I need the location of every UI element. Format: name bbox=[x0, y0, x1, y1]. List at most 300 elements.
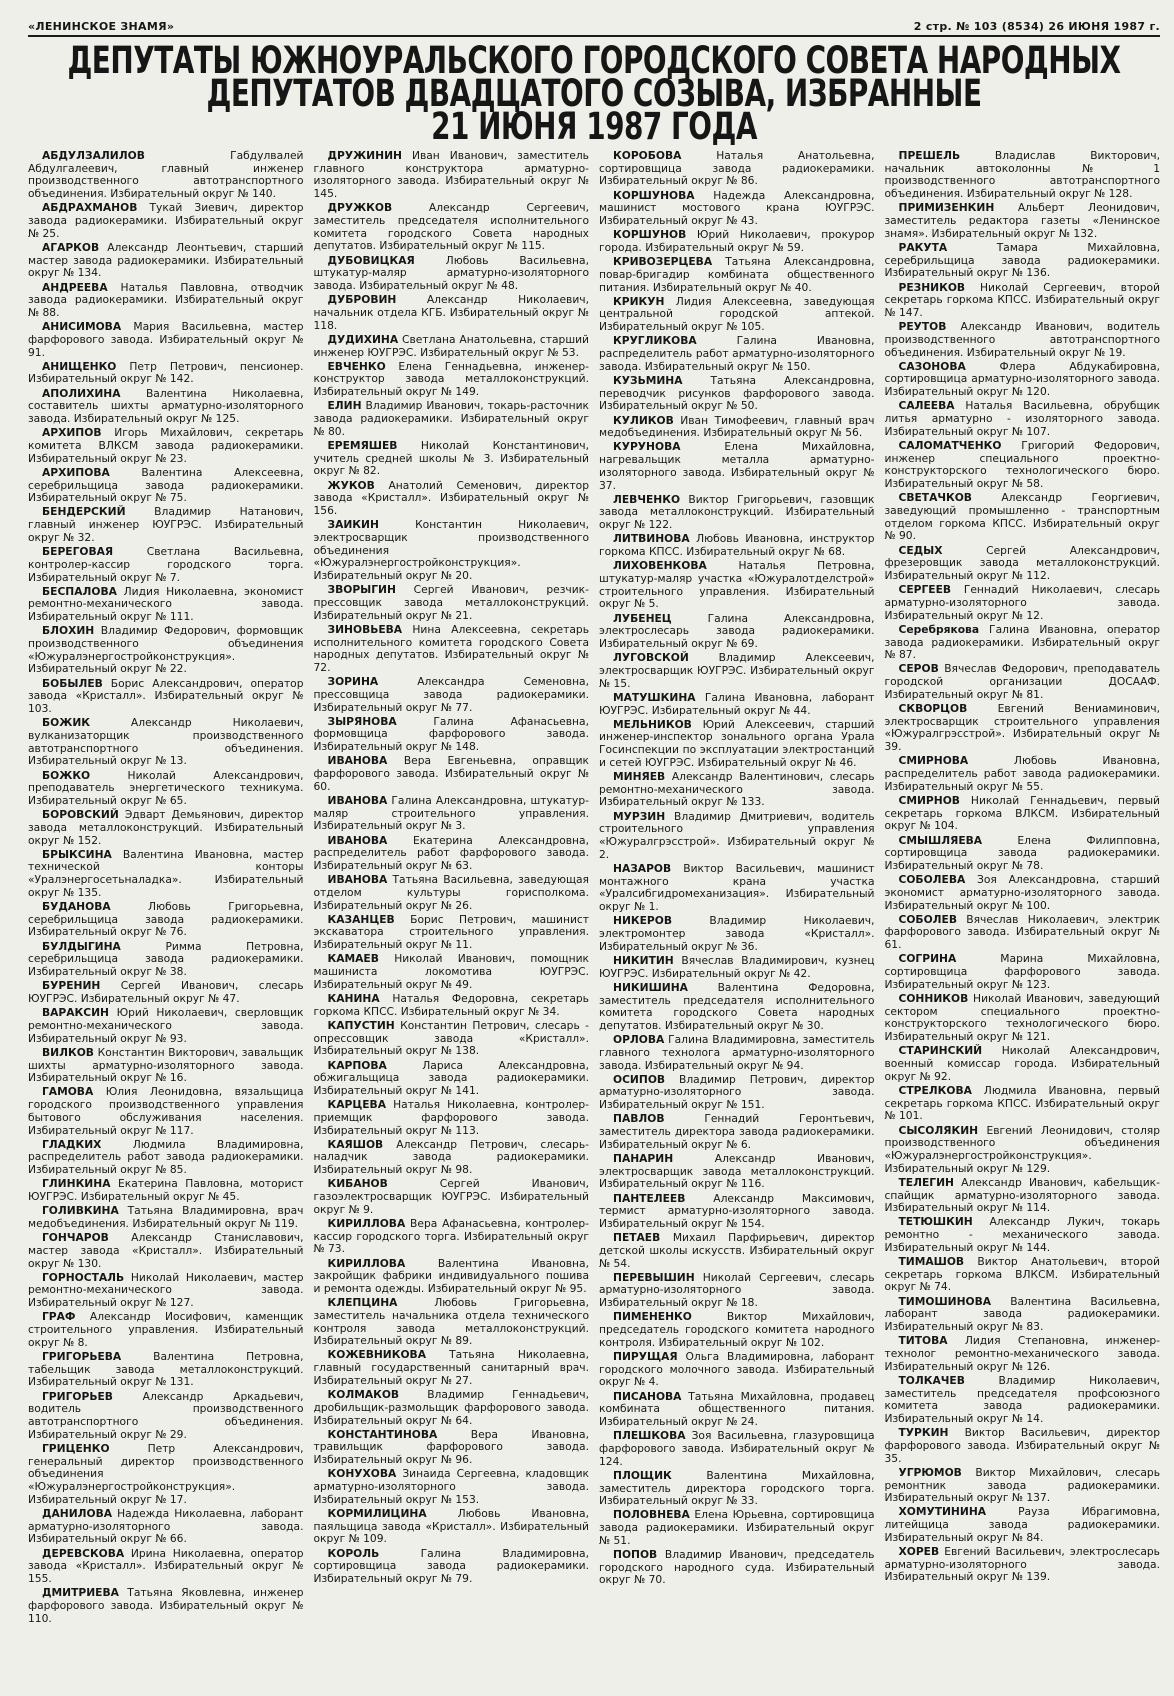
deputy-entry bbox=[885, 1256, 1161, 1294]
deputy-name: ИВАНОВА bbox=[327, 754, 388, 768]
deputy-name: КАРЦЕВА bbox=[327, 1098, 386, 1112]
deputy-entry bbox=[599, 1113, 875, 1151]
deputy-details: Константин Викторович, завальщик шихты арматурно-изоляторного завода. Избирательный округ № 16. bbox=[28, 1045, 304, 1085]
deputy-details: Елена Филипповна, сортировщица завода радиокерамики. Избирательный округ № 78. bbox=[884, 833, 1160, 872]
deputy-entry bbox=[28, 941, 304, 979]
deputy-details: Татьяна Васильевна, заведующая отделом культуры горисполкома. Избирательный округ № 26. bbox=[313, 873, 589, 912]
deputy-entry bbox=[28, 1178, 304, 1203]
deputy-entry bbox=[314, 795, 590, 833]
deputy-details: Александр Иванович, электросварщик завода металлоконструкций. Избирательный округ № 116. bbox=[599, 1151, 875, 1191]
deputy-details: Татьяна Николаевна, главный государственный санитарный врач. Избирательный округ № 27. bbox=[313, 1348, 589, 1387]
deputy-entry bbox=[28, 770, 304, 808]
deputy-entry bbox=[599, 1430, 875, 1468]
deputy-name: ОРЛОВА bbox=[613, 1033, 665, 1047]
deputy-details: Александр Валентинович, слесарь ремонтно-механического завода. Избирательный округ № 133. bbox=[599, 770, 875, 809]
deputy-name: МАТУШКИНА bbox=[613, 690, 696, 704]
deputy-details: Вера Афанасьевна, контролер-кассир городского торга. Избирательный округ № 73. bbox=[313, 1216, 589, 1256]
deputy-entry bbox=[885, 703, 1161, 754]
deputy-entry bbox=[885, 1125, 1161, 1176]
deputy-details: Галина Александровна, электрослесарь завода радиокерамики. Избирательный округ № 69. bbox=[599, 611, 875, 651]
deputy-name: ДУБРОВИН bbox=[327, 293, 397, 307]
deputy-entry bbox=[314, 1178, 590, 1216]
deputy-entry bbox=[28, 1205, 304, 1230]
deputy-entry bbox=[314, 519, 590, 583]
deputy-name: ГЛАДКИХ bbox=[42, 1137, 102, 1151]
deputy-details: Тамара Михайловна, серебрильщица завода радиокерамики. Избирательный округ № 136. bbox=[884, 240, 1160, 280]
deputy-entry bbox=[28, 361, 304, 386]
deputy-name: ГОРНОСТАЛЬ bbox=[42, 1270, 125, 1284]
deputy-name: СМИРНОВ bbox=[898, 793, 960, 807]
deputy-details: Александр Иванович, водитель производственного автотранспортного объединения. Избирательный округ № 19. bbox=[884, 320, 1160, 359]
deputy-entry bbox=[599, 982, 875, 1033]
deputy-entry bbox=[314, 440, 590, 478]
deputy-name: АГАРКОВ bbox=[42, 240, 100, 254]
deputy-entry bbox=[885, 835, 1161, 873]
deputy-details: Виктор Васильевич, машинист монтажного крана участка «Уралсибгидромеханизация». Избирательный округ № 1. bbox=[599, 861, 875, 914]
deputy-name: ВИЛКОВ bbox=[42, 1045, 94, 1059]
deputy-name: ПОЛОВНЕВА bbox=[613, 1508, 690, 1522]
deputy-entry bbox=[314, 755, 590, 793]
deputy-details: Зинаида Сергеевна, кладовщик арматурно-изоляторного завода. Избирательный округ № 153. bbox=[313, 1467, 589, 1506]
deputy-details: Борис Петрович, машинист экскаватора строительного управления. Избирательный округ № 11. bbox=[313, 912, 589, 952]
deputy-entry bbox=[28, 625, 304, 676]
deputy-details: Николай Николаевич, мастер ремонтно-механического завода. Избирательный округ № 127. bbox=[28, 1270, 304, 1310]
deputy-entry bbox=[314, 1258, 590, 1296]
deputy-entry bbox=[599, 719, 875, 770]
deputy-details: Петр Петрович, пенсионер. Избирательный округ № 142. bbox=[28, 359, 304, 386]
deputy-details: Борис Александрович, оператор завода «Кристалл». Избирательный округ № 103. bbox=[28, 676, 304, 716]
deputy-entry bbox=[599, 1034, 875, 1072]
deputy-name: АНИСИМОВА bbox=[42, 320, 122, 334]
deputy-details: Зоя Александровна, старший экономист арматурно-изоляторного завода. Избирательный округ № 100. bbox=[884, 873, 1160, 912]
deputy-details: Александр Станиславович, мастер завода «Кристалл». Избирательный округ № 130. bbox=[28, 1231, 304, 1270]
deputy-entry bbox=[599, 560, 875, 611]
deputy-details: Иван Тимофеевич, главный врач медобъединения. Избирательный округ № 56. bbox=[599, 413, 875, 440]
deputy-entry bbox=[599, 1232, 875, 1270]
deputy-name: БУЛДЫГИНА bbox=[42, 939, 121, 953]
deputy-name: КИРИЛЛОВА bbox=[327, 1216, 406, 1230]
deputy-name: ПЕТАЕВ bbox=[613, 1231, 661, 1245]
deputy-name: АРХИПОВ bbox=[42, 426, 102, 440]
deputy-name: НИКЕРОВ bbox=[613, 914, 672, 928]
deputy-name: КОЖЕВНИКОВА bbox=[327, 1348, 426, 1362]
deputy-details: Светлана Васильевна, контролер-кассир городского торга. Избирательный округ № 7. bbox=[28, 545, 304, 584]
deputy-entry bbox=[599, 415, 875, 440]
deputy-details: Анатолий Семенович, директор завода «Кристалл». Избирательный округ № 156. bbox=[313, 478, 589, 517]
column-3 bbox=[599, 150, 875, 1673]
deputy-details: Геннадий Николаевич, слесарь арматурно-изоляторного завода. Избирательный округ № 12. bbox=[884, 583, 1160, 622]
deputy-entry bbox=[28, 427, 304, 465]
deputy-name: СКВОРЦОВ bbox=[898, 702, 968, 716]
deputy-details: Константин Петрович, слесарь - опрессовщик завода «Кристалл». Избирательный округ № 138. bbox=[313, 1018, 589, 1058]
deputy-entry bbox=[599, 533, 875, 558]
deputy-details: Александр Максимович, термист арматурно-изоляторного завода. Избирательный округ № 154. bbox=[599, 1191, 875, 1230]
deputy-details: Любовь Ивановна, инструктор горкома КПСС. Избирательный округ № 68. bbox=[599, 532, 875, 559]
deputy-entry bbox=[28, 586, 304, 624]
deputy-details: Петр Александрович, генеральный директор производственного объединения «Южуралэнергостройконструкция». Избирательный округ № 17. bbox=[28, 1441, 304, 1506]
deputy-details: Виктор Михайлович, председатель городского комитета народного контроля. Избирательный округ № 102. bbox=[599, 1310, 875, 1349]
deputy-entry bbox=[314, 1020, 590, 1058]
deputy-name: БОРОВСКИЙ bbox=[42, 808, 119, 822]
deputy-entry bbox=[28, 901, 304, 939]
deputy-details: Евгений Леонидович, столяр производственного объединения «Южуралэнергостройконструкция». Избирательный округ № 129. bbox=[884, 1123, 1160, 1175]
deputy-entry bbox=[885, 545, 1161, 583]
deputy-name: ХОМУТИНИНА bbox=[898, 1505, 987, 1519]
deputy-name: ТУРКИН bbox=[898, 1426, 949, 1440]
deputy-name: СОБОЛЕВА bbox=[898, 873, 966, 887]
deputy-name: КОНУХОВА bbox=[327, 1467, 397, 1481]
deputy-entry bbox=[28, 202, 304, 240]
deputy-name: СЕРГЕЕВ bbox=[898, 583, 952, 597]
deputy-name: ТЕЛЕГИН bbox=[898, 1175, 954, 1189]
deputy-details: Альберт Леонидович, заместитель редактора газеты «Ленинское знамя». Избирательный округ № 132. bbox=[884, 201, 1160, 240]
deputy-entry bbox=[314, 1349, 590, 1387]
deputy-entry bbox=[28, 150, 304, 201]
deputy-entry bbox=[28, 678, 304, 716]
deputy-entry bbox=[599, 613, 875, 651]
deputy-name: ПИРУЩАЯ bbox=[613, 1349, 678, 1363]
deputy-entry bbox=[599, 494, 875, 532]
deputy-name: ПАНАРИН bbox=[613, 1151, 674, 1165]
deputy-entry bbox=[314, 361, 590, 399]
deputy-name: СТРЕЛКОВА bbox=[898, 1083, 972, 1097]
deputy-details: Надежда Александровна, машинист мостового крана ЮУГРЭС. Избирательный округ № 43. bbox=[599, 188, 875, 228]
title-line-3: 21 ИЮНЯ 1987 ГОДА bbox=[431, 105, 757, 149]
deputy-details: Виктор Михайлович, слесарь ремонтник завода радиокерамики. Избирательный округ № 137. bbox=[884, 1465, 1160, 1505]
deputy-entry bbox=[314, 874, 590, 912]
deputy-name: КАПУСТИН bbox=[327, 1018, 395, 1032]
deputy-entry bbox=[885, 1216, 1161, 1254]
deputy-name: АНДРЕЕВА bbox=[42, 280, 108, 294]
deputy-name: ДРУЖКОВ bbox=[327, 201, 393, 215]
deputy-details: Наталья Васильевна, обрубщик литья арматурно - изоляторного завода. Избирательный округ № 107. bbox=[884, 399, 1160, 438]
deputy-name: ТЕТЮШКИН bbox=[898, 1215, 973, 1229]
deputy-details: Александр Аркадьевич, водитель производственного автотранспортного объединения. Избирательный округ № 29. bbox=[28, 1389, 304, 1441]
deputy-name: МУРЗИН bbox=[613, 809, 666, 823]
deputy-name: ГЛИНКИНА bbox=[42, 1177, 111, 1191]
deputy-entry bbox=[314, 584, 590, 622]
deputy-details: Евгений Вениаминович, электросварщик строительного управления «Южуралгрэсстрой». Избирательный округ № 39. bbox=[884, 702, 1160, 754]
deputy-name: ЕВЧЕНКО bbox=[327, 359, 386, 373]
deputy-entry bbox=[314, 202, 590, 253]
deputy-name: БЕСПАЛОВА bbox=[42, 584, 117, 598]
deputy-entry bbox=[885, 874, 1161, 912]
deputy-details: Марина Михайловна, сортировщица фарфорового завода. Избирательный округ № 123. bbox=[884, 952, 1160, 991]
deputy-name: ДУБОВИЦКАЯ bbox=[327, 253, 415, 267]
deputy-details: Александр Георгиевич, заведующий промышленно - транспортным отделом горкома КПСС. Избирательный округ № 90. bbox=[884, 491, 1160, 543]
deputy-details: Екатерина Павловна, моторист ЮУГРЭС. Избирательный округ № 45. bbox=[28, 1177, 304, 1204]
deputy-entry bbox=[885, 755, 1161, 793]
deputy-name: ГРИГОРЬЕВА bbox=[42, 1349, 122, 1363]
deputy-entry bbox=[28, 282, 304, 320]
deputy-entry bbox=[28, 506, 304, 544]
deputy-name: КУРУНОВА bbox=[613, 440, 681, 454]
deputy-entry bbox=[314, 1139, 590, 1177]
deputy-details: Александр Лукич, токарь ремонтно - механического завода. Избирательный округ № 144. bbox=[884, 1215, 1160, 1254]
deputy-details: Николай Александрович, преподаватель энергетического техникума. Избирательный округ № 65. bbox=[28, 768, 304, 807]
deputy-entry bbox=[599, 1509, 875, 1547]
deputy-details: Галина Ивановна, распределитель работ арматурно-изоляторного завода. Избирательный округ № 150. bbox=[599, 334, 875, 373]
deputy-details: Елена Михайловна, нагревальщик металла арматурно-изоляторного завода. Избирательный округ № 37. bbox=[599, 440, 875, 492]
deputy-details: Александр Николаевич, вулканизаторщик производственного автотранспортного объединения. Избирательный округ № 13. bbox=[28, 716, 304, 768]
deputy-name: НИКИТИН bbox=[613, 953, 674, 967]
deputy-name: ПОПОВ bbox=[613, 1548, 658, 1562]
deputy-name: ИВАНОВА bbox=[327, 833, 388, 847]
deputy-name: КАРПОВА bbox=[327, 1058, 387, 1072]
deputy-entry bbox=[885, 361, 1161, 399]
deputy-entry bbox=[885, 1427, 1161, 1465]
deputy-details: Лидия Николаевна, экономист ремонтно-механического завода. Избирательный округ № 111. bbox=[28, 584, 304, 624]
deputy-details: Галина Владимировна, сортировщица завода радиокерамики. Избирательный округ № 79. bbox=[313, 1546, 589, 1585]
deputy-entry bbox=[885, 584, 1161, 622]
deputy-details: Владимир Николаевич, электромонтер завода «Кристалл». Избирательный округ № 36. bbox=[599, 914, 875, 953]
deputy-details: Мария Васильевна, мастер фарфорового завода. Избирательный округ № 91. bbox=[28, 320, 304, 359]
deputy-details: Нина Алексеевна, секретарь исполнительного комитета городского Совета народных депутатов. Избирательный округ № 72. bbox=[313, 622, 589, 674]
deputy-name: УГРЮМОВ bbox=[898, 1465, 962, 1479]
deputy-entry bbox=[599, 1549, 875, 1587]
deputy-details: Галина Ивановна, оператор завода радиокерамики. Избирательный округ № 87. bbox=[884, 622, 1160, 662]
deputy-details: Михаил Парфирьевич, директор детской школы искусств. Избирательный округ № 54. bbox=[599, 1231, 875, 1270]
deputy-entry bbox=[885, 492, 1161, 543]
deputy-details: Валентина Ивановна, мастер технической конторы «Уралэнергосетьналадка». Избирательный округ № 135. bbox=[28, 847, 304, 899]
deputy-name: БУДАНОВА bbox=[42, 900, 111, 914]
deputy-entry bbox=[314, 334, 590, 359]
deputy-name: КРУГЛИКОВА bbox=[613, 334, 697, 348]
deputy-entry bbox=[28, 1508, 304, 1546]
deputy-details: Владимир Иванович, токарь-расточник завода радиокерамики. Избирательный округ № 80. bbox=[313, 399, 589, 438]
deputy-name: ЗВОРЫГИН bbox=[327, 583, 396, 597]
deputy-name: ЗИНОВЬЕВА bbox=[327, 622, 403, 636]
deputy-name: СОГРИНА bbox=[898, 952, 957, 966]
deputy-name: СТАРИНСКИЙ bbox=[898, 1044, 983, 1058]
deputy-entry bbox=[885, 795, 1161, 833]
deputy-name: КОРОБОВА bbox=[613, 150, 682, 162]
deputy-name: КИБАНОВ bbox=[327, 1177, 388, 1191]
deputy-name: КОРОЛЬ bbox=[327, 1546, 380, 1560]
deputy-entry bbox=[28, 1232, 304, 1270]
deputy-entry bbox=[885, 1045, 1161, 1083]
deputy-entry bbox=[28, 546, 304, 584]
deputy-entry bbox=[314, 1389, 590, 1427]
deputy-name: НИКИШИНА bbox=[613, 980, 688, 994]
deputy-entry bbox=[599, 150, 875, 188]
deputy-details: Николай Геннадьевич, первый секретарь горкома ВЛКСМ. Избирательный округ № 104. bbox=[884, 793, 1160, 833]
deputy-entry bbox=[314, 953, 590, 991]
deputy-details: Николай Сергеевич, слесарь арматурно-изоляторного завода. Избирательный округ № 18. bbox=[599, 1270, 875, 1310]
deputy-name: СЕДЫХ bbox=[898, 543, 943, 557]
deputy-name: БЕНДЕРСКИЙ bbox=[42, 505, 126, 519]
deputy-entry bbox=[28, 467, 304, 505]
deputy-details: Елена Юрьевна, сортировщица завода радиокерамики. Избирательный округ № 51. bbox=[599, 1508, 875, 1547]
deputy-details: Наталья Анатольевна, сортировщица завода радиокерамики. Избирательный округ № 86. bbox=[599, 150, 875, 188]
deputy-name: ИВАНОВА bbox=[327, 873, 388, 887]
deputy-entry bbox=[314, 1099, 590, 1137]
deputy-details: Любовь Васильевна, штукатур-маляр арматурно-изоляторного завода. Избирательный округ № 48. bbox=[313, 253, 589, 293]
deputy-details: Игорь Михайлович, секретарь комитета ВЛКСМ завода радиокерамики. Избирательный округ № 23. bbox=[28, 426, 304, 465]
deputy-entry bbox=[885, 150, 1161, 201]
column-2 bbox=[314, 150, 590, 1673]
deputy-name: ГРИЦЕНКО bbox=[42, 1441, 110, 1455]
deputy-entry bbox=[28, 849, 304, 900]
deputy-details: Виктор Григорьевич, газовщик завода металлоконструкций. Избирательный округ № 122. bbox=[599, 492, 875, 532]
deputy-name: АНИЩЕНКО bbox=[42, 359, 117, 373]
deputy-details: Людмила Ивановна, первый секретарь горкома КПСС. Избирательный округ № 101. bbox=[884, 1083, 1160, 1123]
deputy-entry bbox=[599, 190, 875, 228]
deputy-name: ЛИХОВЕНКОВА bbox=[613, 559, 707, 573]
deputy-entry bbox=[599, 915, 875, 953]
deputy-details: Николай Константинович, учитель средней школы № 3. Избирательный округ № 82. bbox=[313, 438, 589, 478]
title-line-1: ДЕПУТАТЫ ЮЖНОУРАЛЬСКОГО ГОРОДСКОГО СОВЕТА НАРОДНЫХ bbox=[67, 39, 1121, 83]
issue-info: 2 стр. № 103 (8534) 26 ИЮНЯ 1987 г. bbox=[913, 20, 1160, 33]
deputy-entry bbox=[885, 321, 1161, 359]
deputy-name: ПРИМИЗЕНКИН bbox=[898, 201, 995, 215]
deputy-entry bbox=[314, 1218, 590, 1256]
deputy-name: ДРУЖИНИН bbox=[327, 150, 402, 162]
deputy-name: СЫСОЛЯКИН bbox=[898, 1123, 979, 1137]
deputy-name: СМЫШЛЯЕВА bbox=[898, 833, 983, 847]
deputy-details: Виктор Васильевич, директор фарфорового завода. Избирательный округ № 35. bbox=[884, 1426, 1160, 1465]
deputy-details: Александр Сергеевич, заместитель председателя исполнительного комитета городского Совета народных депутатов. Избирательный округ № 115. bbox=[313, 201, 589, 253]
deputy-entry bbox=[885, 282, 1161, 320]
deputy-entry bbox=[28, 388, 304, 426]
deputy-name: ТИТОВА bbox=[898, 1334, 948, 1348]
deputy-name: ДАНИЛОВА bbox=[42, 1506, 113, 1520]
deputy-details: Валентина Васильевна, лаборант завода радиокерамики. Избирательный округ № 83. bbox=[884, 1294, 1160, 1334]
deputy-name: САЗОНОВА bbox=[898, 359, 966, 373]
deputy-details: Рауза Ибрагимовна, литейщица завода радиокерамики. Избирательный округ № 84. bbox=[884, 1505, 1160, 1544]
deputy-entry bbox=[28, 1548, 304, 1586]
deputy-entry bbox=[314, 1468, 590, 1506]
deputy-entry bbox=[599, 863, 875, 914]
deputy-entry bbox=[314, 716, 590, 754]
deputy-name: КРИКУН bbox=[613, 294, 665, 308]
deputy-details: Надежда Николаевна, лаборант арматурно-изоляторного завода. Избирательный округ № 66. bbox=[28, 1506, 304, 1546]
deputy-name: Серебрякова bbox=[898, 622, 980, 636]
deputy-name: САЛОМАТЧЕНКО bbox=[898, 438, 1002, 452]
deputy-details: Лидия Алексеевна, заведующая центральной городской аптекой. Избирательный округ № 105. bbox=[599, 294, 875, 334]
deputy-details: Екатерина Александровна, распределитель работ фарфорового завода. Избирательный округ № 63. bbox=[313, 833, 589, 872]
deputy-details: Александр Леонтьевич, старший мастер завода радиокерамики. Избирательный округ № 134. bbox=[28, 240, 304, 280]
deputy-details: Валентина Михайловна, заместитель директора городского торга. Избирательный округ № 33. bbox=[599, 1468, 875, 1508]
deputy-entry bbox=[28, 1311, 304, 1349]
deputy-entry bbox=[599, 1272, 875, 1310]
deputy-entry bbox=[28, 1139, 304, 1177]
deputy-name: АБДУЛЗАЛИЛОВ bbox=[42, 150, 145, 162]
deputy-details: Флера Абдукабировна, сортировщица арматурно-изоляторного завода. Избирательный округ № 120. bbox=[884, 359, 1160, 399]
deputy-details: Юрий Алексеевич, старший инженер-инспектор зонального органа Урала Госинспекции по эксплуатации электростанций и сетей ЮУГРЭС. Избирательный округ № 46. bbox=[599, 717, 875, 769]
deputy-name: АПОЛИХИНА bbox=[42, 386, 121, 400]
deputy-name: ЖУКОВ bbox=[327, 478, 375, 492]
deputy-entry bbox=[599, 375, 875, 413]
deputy-entry bbox=[314, 480, 590, 518]
deputy-name: РЕЗНИКОВ bbox=[898, 280, 966, 294]
deputy-entry bbox=[885, 400, 1161, 438]
deputy-entry bbox=[885, 914, 1161, 952]
deputy-entry bbox=[314, 1297, 590, 1348]
deputy-details: Светлана Анатольевна, старший инженер ЮУГРЭС. Избирательный округ № 53. bbox=[313, 332, 589, 359]
deputy-name: ТИМОШИНОВА bbox=[898, 1294, 992, 1308]
deputy-details: Григорий Федорович, инженер специального проектно-конструкторского технологического бюро. Избирательный округ № 58. bbox=[884, 438, 1160, 491]
deputy-details: Лариса Александровна, обжигальщица завода радиокерамики. Избирательный округ № 141. bbox=[313, 1058, 589, 1097]
deputy-name: ЛЕВЧЕНКО bbox=[613, 492, 681, 506]
deputy-details: Александр Петрович, слесарь-наладчик завода радиокерамики. Избирательный округ № 98. bbox=[313, 1137, 589, 1177]
deputy-name: КАНИНА bbox=[327, 992, 380, 1005]
deputy-entry bbox=[28, 1047, 304, 1085]
deputy-entry bbox=[599, 1311, 875, 1349]
deputy-name: КОЛМАКОВ bbox=[327, 1388, 400, 1402]
deputy-name: ДУДИХИНА bbox=[327, 332, 399, 346]
deputy-details: Владислав Викторович, начальник автоколонны № 1 производственного автотранспортного объединения. Избирательный округ № 128. bbox=[884, 150, 1160, 201]
deputy-name: БОЖКО bbox=[42, 768, 91, 782]
deputy-details: Александр Николаевич, начальник отдела КГБ. Избирательный округ № 118. bbox=[313, 293, 589, 332]
deputy-details: Любовь Григорьевна, серебрильщица завода радиокерамики. Избирательный округ № 76. bbox=[28, 900, 304, 939]
deputy-entry bbox=[599, 256, 875, 294]
deputy-name: КУЛИКОВ bbox=[613, 413, 674, 427]
deputy-entry bbox=[599, 1153, 875, 1191]
deputy-details: Галина Ивановна, лаборант ЮУГРЭС. Избирательный округ № 44. bbox=[599, 690, 875, 717]
deputy-entry bbox=[314, 1060, 590, 1098]
deputy-details: Владимир Алексеевич, электросварщик ЮУГРЭС. Избирательный округ № 15. bbox=[599, 651, 875, 690]
column-1 bbox=[28, 150, 304, 1673]
deputy-details: Римма Петровна, серебрильщица завода радиокерамики. Избирательный округ № 38. bbox=[28, 939, 304, 979]
deputy-entry bbox=[28, 1443, 304, 1507]
deputy-name: КОРШУНОВ bbox=[613, 228, 687, 242]
deputy-name: ОСИПОВ bbox=[613, 1072, 666, 1086]
deputy-name: ЕЛИН bbox=[327, 399, 362, 413]
deputy-name: ПИМЕНЕНКО bbox=[613, 1310, 692, 1324]
deputy-entry bbox=[599, 1391, 875, 1429]
deputy-details: Сергей Иванович, резчик-прессовщик завода металлоконструкций. Избирательный округ № 21. bbox=[313, 583, 589, 622]
deputy-name: БЕРЕГОВАЯ bbox=[42, 545, 114, 559]
column-4 bbox=[885, 150, 1161, 1673]
deputy-name: КЛЕПЦИНА bbox=[327, 1296, 398, 1310]
deputy-entry bbox=[599, 955, 875, 980]
deputy-entry bbox=[28, 809, 304, 847]
deputy-details: Любовь Ивановна, распределитель работ завода радиокерамики. Избирательный округ № 55. bbox=[884, 754, 1160, 793]
deputy-entry bbox=[28, 242, 304, 280]
deputy-name: КИРИЛЛОВА bbox=[327, 1256, 406, 1270]
deputy-name: ЕРЕМЯШЕВ bbox=[327, 438, 398, 452]
deputy-name: ТИМАШОВ bbox=[898, 1255, 965, 1269]
deputy-name: ГОНЧАРОВ bbox=[42, 1231, 109, 1245]
deputy-entry bbox=[599, 335, 875, 373]
deputy-details: Владимир Натанович, главный инженер ЮУГРЭС. Избирательный округ № 32. bbox=[28, 505, 304, 544]
deputy-entry bbox=[885, 1375, 1161, 1426]
deputy-name: ЛУГОВСКОЙ bbox=[613, 651, 689, 665]
deputy-name: ЗОРИНА bbox=[327, 675, 379, 689]
deputy-entry bbox=[314, 835, 590, 873]
deputy-entry bbox=[599, 1470, 875, 1508]
deputy-name: ПАВЛОВ bbox=[613, 1112, 665, 1126]
deputy-name: АБДРАХМАНОВ bbox=[42, 201, 138, 215]
deputy-entry bbox=[28, 717, 304, 768]
deputy-entry bbox=[599, 1074, 875, 1112]
deputy-entry bbox=[599, 811, 875, 862]
deputy-details: Владимир Дмитриевич, водитель строительного управления «Южуралгрэсстрой». Избирательный округ № 2. bbox=[599, 809, 875, 861]
deputy-name: КОНСТАНТИНОВА bbox=[327, 1427, 438, 1441]
deputy-details: Владимир Николаевич, заместитель председателя профсоюзного комитета завода радиокерамики. Избирательный округ № 14. bbox=[884, 1373, 1160, 1425]
deputy-name: ПЛЕШКОВА bbox=[613, 1429, 686, 1443]
deputy-details: Константин Николаевич, электросварщик производственного объединения «Южуралэнергостройконструкция». Избирательный округ № 20. bbox=[313, 518, 589, 582]
deputy-details: Владимир Петрович, директор арматурно-изоляторного завода. Избирательный округ № 151. bbox=[599, 1072, 875, 1112]
page-title bbox=[28, 39, 1160, 149]
deputy-name: ЗАИКИН bbox=[327, 518, 379, 532]
deputy-entry bbox=[314, 676, 590, 714]
deputy-name: КАЗАНЦЕВ bbox=[327, 912, 395, 926]
deputy-entry bbox=[314, 914, 590, 952]
deputy-name: СОБОЛЕВ bbox=[898, 912, 957, 926]
deputy-entry bbox=[599, 296, 875, 334]
